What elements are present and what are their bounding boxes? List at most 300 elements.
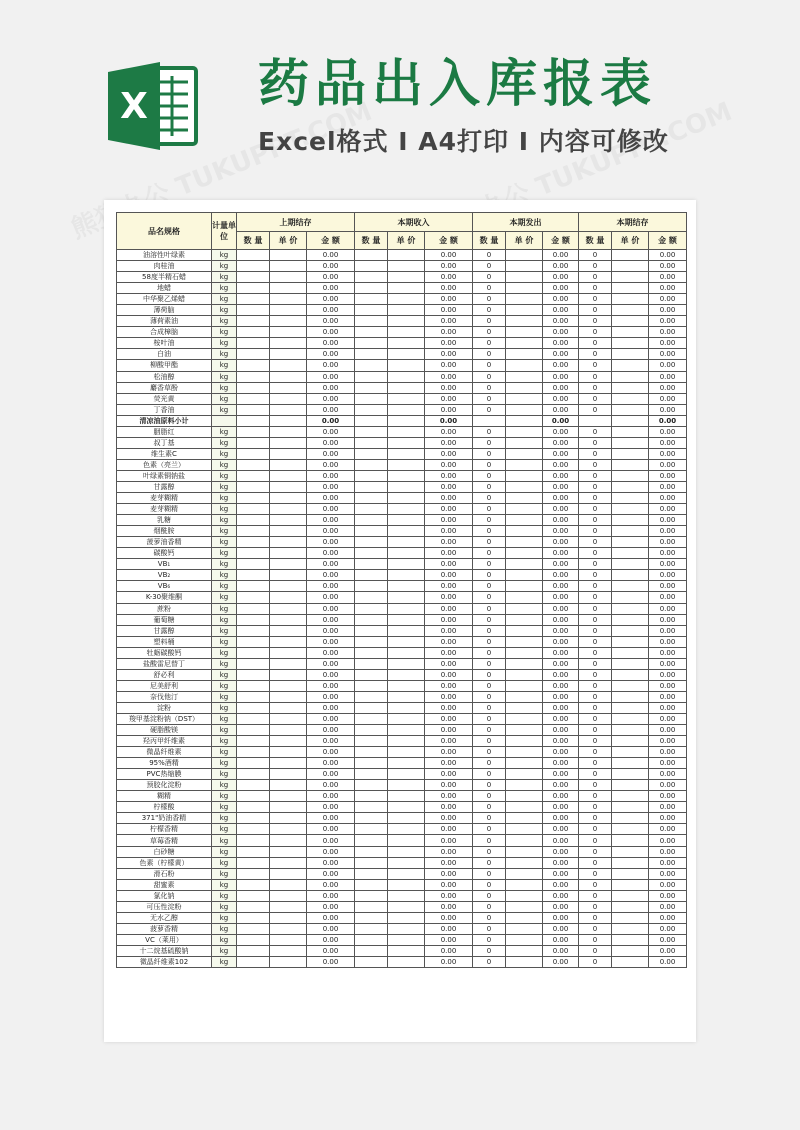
cell-qty[interactable]: [355, 493, 388, 504]
cell-amount[interactable]: 0.00: [543, 415, 579, 426]
cell-price[interactable]: [506, 261, 543, 272]
cell-qty[interactable]: 0: [579, 846, 612, 857]
cell-name[interactable]: 95%酒精: [117, 758, 212, 769]
cell-qty[interactable]: 0: [473, 404, 506, 415]
cell-amount[interactable]: 0.00: [543, 393, 579, 404]
cell-amount[interactable]: 0.00: [307, 360, 355, 371]
cell-price[interactable]: [612, 493, 649, 504]
cell-qty[interactable]: [237, 857, 270, 868]
cell-unit[interactable]: kg: [212, 868, 237, 879]
cell-price[interactable]: [388, 393, 425, 404]
cell-qty[interactable]: 0: [473, 912, 506, 923]
cell-price[interactable]: [270, 250, 307, 261]
cell-qty[interactable]: 0: [579, 493, 612, 504]
cell-price[interactable]: [612, 747, 649, 758]
cell-price[interactable]: [612, 791, 649, 802]
cell-unit[interactable]: kg: [212, 736, 237, 747]
cell-qty[interactable]: [355, 747, 388, 758]
cell-qty[interactable]: [237, 636, 270, 647]
cell-qty[interactable]: 0: [473, 945, 506, 956]
cell-unit[interactable]: kg: [212, 493, 237, 504]
cell-name[interactable]: 清凉油原料小计: [117, 415, 212, 426]
cell-amount[interactable]: 0.00: [543, 691, 579, 702]
cell-name[interactable]: 牡蛎碳酸钙: [117, 647, 212, 658]
cell-price[interactable]: [270, 912, 307, 923]
cell-unit[interactable]: kg: [212, 957, 237, 968]
cell-amount[interactable]: 0.00: [307, 515, 355, 526]
cell-unit[interactable]: kg: [212, 426, 237, 437]
cell-price[interactable]: [612, 592, 649, 603]
cell-amount[interactable]: 0.00: [543, 470, 579, 481]
cell-amount[interactable]: 0.00: [543, 338, 579, 349]
cell-amount[interactable]: 0.00: [425, 813, 473, 824]
cell-amount[interactable]: 0.00: [307, 658, 355, 669]
cell-name[interactable]: 地蜡: [117, 283, 212, 294]
cell-name[interactable]: 58度半精石蜡: [117, 272, 212, 283]
cell-name[interactable]: 甘露醇: [117, 481, 212, 492]
cell-amount[interactable]: 0.00: [543, 625, 579, 636]
cell-amount[interactable]: 0.00: [649, 758, 687, 769]
cell-price[interactable]: [506, 470, 543, 481]
cell-price[interactable]: [506, 857, 543, 868]
cell-qty[interactable]: 0: [579, 437, 612, 448]
cell-qty[interactable]: [355, 691, 388, 702]
cell-unit[interactable]: kg: [212, 283, 237, 294]
cell-price[interactable]: [270, 680, 307, 691]
cell-amount[interactable]: 0.00: [307, 636, 355, 647]
cell-price[interactable]: [388, 614, 425, 625]
cell-price[interactable]: [388, 272, 425, 283]
cell-price[interactable]: [612, 835, 649, 846]
cell-amount[interactable]: 0.00: [649, 945, 687, 956]
cell-qty[interactable]: [355, 393, 388, 404]
cell-price[interactable]: [612, 802, 649, 813]
cell-qty[interactable]: 0: [473, 559, 506, 570]
cell-amount[interactable]: 0.00: [543, 857, 579, 868]
cell-price[interactable]: [506, 404, 543, 415]
cell-qty[interactable]: [237, 890, 270, 901]
cell-qty[interactable]: 0: [579, 448, 612, 459]
cell-unit[interactable]: kg: [212, 614, 237, 625]
cell-price[interactable]: [270, 371, 307, 382]
cell-amount[interactable]: 0.00: [543, 669, 579, 680]
cell-amount[interactable]: 0.00: [543, 570, 579, 581]
cell-amount[interactable]: 0.00: [307, 780, 355, 791]
cell-amount[interactable]: 0.00: [543, 890, 579, 901]
cell-unit[interactable]: kg: [212, 459, 237, 470]
cell-amount[interactable]: 0.00: [307, 802, 355, 813]
cell-qty[interactable]: 0: [579, 945, 612, 956]
cell-amount[interactable]: 0.00: [543, 636, 579, 647]
cell-price[interactable]: [612, 680, 649, 691]
cell-qty[interactable]: 0: [579, 526, 612, 537]
cell-qty[interactable]: [237, 327, 270, 338]
cell-amount[interactable]: 0.00: [649, 581, 687, 592]
cell-unit[interactable]: kg: [212, 702, 237, 713]
cell-unit[interactable]: kg: [212, 890, 237, 901]
cell-amount[interactable]: 0.00: [649, 702, 687, 713]
cell-qty[interactable]: 0: [579, 680, 612, 691]
cell-price[interactable]: [506, 548, 543, 559]
cell-amount[interactable]: 0.00: [543, 713, 579, 724]
cell-qty[interactable]: [355, 349, 388, 360]
cell-qty[interactable]: 0: [473, 890, 506, 901]
cell-price[interactable]: [612, 415, 649, 426]
cell-amount[interactable]: 0.00: [543, 945, 579, 956]
cell-amount[interactable]: 0.00: [543, 592, 579, 603]
cell-qty[interactable]: 0: [579, 349, 612, 360]
cell-amount[interactable]: 0.00: [649, 846, 687, 857]
cell-amount[interactable]: 0.00: [649, 426, 687, 437]
cell-qty[interactable]: [237, 592, 270, 603]
cell-amount[interactable]: 0.00: [425, 537, 473, 548]
cell-name[interactable]: 麦芽糊精: [117, 493, 212, 504]
cell-qty[interactable]: 0: [579, 736, 612, 747]
cell-qty[interactable]: 0: [473, 868, 506, 879]
cell-unit[interactable]: kg: [212, 537, 237, 548]
cell-price[interactable]: [506, 305, 543, 316]
cell-qty[interactable]: 0: [473, 625, 506, 636]
cell-amount[interactable]: 0.00: [649, 713, 687, 724]
cell-amount[interactable]: 0.00: [425, 890, 473, 901]
cell-amount[interactable]: 0.00: [307, 857, 355, 868]
cell-amount[interactable]: 0.00: [425, 305, 473, 316]
cell-amount[interactable]: 0.00: [543, 504, 579, 515]
cell-unit[interactable]: kg: [212, 305, 237, 316]
cell-amount[interactable]: 0.00: [649, 393, 687, 404]
cell-qty[interactable]: 0: [579, 857, 612, 868]
cell-price[interactable]: [506, 934, 543, 945]
cell-qty[interactable]: [237, 713, 270, 724]
cell-price[interactable]: [388, 680, 425, 691]
cell-qty[interactable]: [355, 437, 388, 448]
cell-qty[interactable]: [237, 537, 270, 548]
cell-unit[interactable]: kg: [212, 758, 237, 769]
cell-name[interactable]: 371"奶油香精: [117, 813, 212, 824]
cell-qty[interactable]: 0: [579, 769, 612, 780]
cell-amount[interactable]: 0.00: [425, 957, 473, 968]
cell-qty[interactable]: 0: [473, 327, 506, 338]
cell-price[interactable]: [612, 890, 649, 901]
cell-price[interactable]: [506, 791, 543, 802]
cell-qty[interactable]: [355, 901, 388, 912]
cell-qty[interactable]: [237, 316, 270, 327]
cell-qty[interactable]: [237, 448, 270, 459]
cell-qty[interactable]: 0: [473, 537, 506, 548]
cell-qty[interactable]: [237, 691, 270, 702]
cell-amount[interactable]: 0.00: [307, 327, 355, 338]
cell-qty[interactable]: [237, 515, 270, 526]
cell-qty[interactable]: [237, 879, 270, 890]
cell-amount[interactable]: 0.00: [649, 868, 687, 879]
cell-qty[interactable]: [237, 901, 270, 912]
cell-qty[interactable]: 0: [473, 813, 506, 824]
cell-name[interactable]: 尼美舒利: [117, 680, 212, 691]
cell-qty[interactable]: [237, 459, 270, 470]
cell-name[interactable]: 羟丙甲纤维素: [117, 736, 212, 747]
cell-amount[interactable]: 0.00: [425, 868, 473, 879]
cell-price[interactable]: [388, 769, 425, 780]
cell-price[interactable]: [612, 879, 649, 890]
cell-amount[interactable]: 0.00: [543, 459, 579, 470]
cell-amount[interactable]: 0.00: [543, 581, 579, 592]
cell-qty[interactable]: 0: [473, 791, 506, 802]
cell-qty[interactable]: [237, 647, 270, 658]
cell-qty[interactable]: 0: [473, 713, 506, 724]
cell-amount[interactable]: 0.00: [307, 338, 355, 349]
cell-amount[interactable]: 0.00: [425, 570, 473, 581]
cell-qty[interactable]: 0: [473, 846, 506, 857]
cell-qty[interactable]: [355, 327, 388, 338]
cell-qty[interactable]: [237, 791, 270, 802]
cell-amount[interactable]: 0.00: [307, 824, 355, 835]
cell-amount[interactable]: 0.00: [425, 360, 473, 371]
cell-qty[interactable]: [237, 625, 270, 636]
cell-price[interactable]: [388, 283, 425, 294]
cell-price[interactable]: [612, 448, 649, 459]
cell-qty[interactable]: 0: [579, 481, 612, 492]
cell-amount[interactable]: 0.00: [543, 901, 579, 912]
cell-amount[interactable]: 0.00: [543, 371, 579, 382]
cell-price[interactable]: [388, 736, 425, 747]
cell-amount[interactable]: 0.00: [649, 261, 687, 272]
cell-price[interactable]: [612, 780, 649, 791]
cell-price[interactable]: [612, 504, 649, 515]
cell-amount[interactable]: 0.00: [543, 548, 579, 559]
cell-price[interactable]: [270, 780, 307, 791]
cell-price[interactable]: [506, 868, 543, 879]
cell-qty[interactable]: [237, 470, 270, 481]
cell-amount[interactable]: 0.00: [649, 835, 687, 846]
cell-price[interactable]: [270, 360, 307, 371]
cell-price[interactable]: [388, 923, 425, 934]
cell-qty[interactable]: 0: [579, 934, 612, 945]
cell-qty[interactable]: 0: [473, 934, 506, 945]
cell-qty[interactable]: 0: [579, 691, 612, 702]
cell-price[interactable]: [506, 824, 543, 835]
cell-qty[interactable]: [237, 294, 270, 305]
cell-qty[interactable]: 0: [579, 702, 612, 713]
cell-price[interactable]: [388, 702, 425, 713]
cell-price[interactable]: [270, 669, 307, 680]
cell-qty[interactable]: [355, 713, 388, 724]
cell-price[interactable]: [270, 426, 307, 437]
cell-price[interactable]: [388, 890, 425, 901]
cell-amount[interactable]: 0.00: [543, 283, 579, 294]
cell-price[interactable]: [612, 669, 649, 680]
cell-amount[interactable]: 0.00: [425, 426, 473, 437]
cell-price[interactable]: [388, 912, 425, 923]
cell-qty[interactable]: 0: [473, 316, 506, 327]
cell-price[interactable]: [388, 382, 425, 393]
cell-unit[interactable]: kg: [212, 835, 237, 846]
cell-unit[interactable]: kg: [212, 879, 237, 890]
cell-unit[interactable]: kg: [212, 636, 237, 647]
cell-amount[interactable]: 0.00: [543, 404, 579, 415]
cell-price[interactable]: [612, 470, 649, 481]
cell-price[interactable]: [612, 736, 649, 747]
cell-qty[interactable]: 0: [579, 459, 612, 470]
cell-amount[interactable]: 0.00: [307, 526, 355, 537]
cell-qty[interactable]: 0: [473, 261, 506, 272]
cell-qty[interactable]: [237, 360, 270, 371]
cell-name[interactable]: 叶绿素铜钠盐: [117, 470, 212, 481]
cell-amount[interactable]: 0.00: [543, 702, 579, 713]
cell-qty[interactable]: 0: [473, 680, 506, 691]
cell-amount[interactable]: 0.00: [307, 868, 355, 879]
cell-amount[interactable]: 0.00: [307, 437, 355, 448]
cell-amount[interactable]: 0.00: [307, 448, 355, 459]
cell-amount[interactable]: 0.00: [425, 614, 473, 625]
cell-qty[interactable]: [237, 702, 270, 713]
cell-qty[interactable]: [237, 305, 270, 316]
cell-amount[interactable]: 0.00: [543, 349, 579, 360]
cell-price[interactable]: [506, 780, 543, 791]
cell-name[interactable]: 塑料桶: [117, 636, 212, 647]
cell-amount[interactable]: 0.00: [307, 272, 355, 283]
cell-qty[interactable]: [355, 559, 388, 570]
cell-amount[interactable]: 0.00: [649, 470, 687, 481]
cell-amount[interactable]: 0.00: [307, 625, 355, 636]
cell-unit[interactable]: kg: [212, 813, 237, 824]
cell-amount[interactable]: 0.00: [307, 459, 355, 470]
cell-amount[interactable]: 0.00: [425, 846, 473, 857]
cell-name[interactable]: 菠萝油香精: [117, 537, 212, 548]
cell-amount[interactable]: 0.00: [425, 294, 473, 305]
cell-amount[interactable]: 0.00: [649, 625, 687, 636]
cell-amount[interactable]: 0.00: [543, 780, 579, 791]
cell-price[interactable]: [612, 813, 649, 824]
cell-qty[interactable]: [237, 658, 270, 669]
cell-name[interactable]: 氯化钠: [117, 890, 212, 901]
cell-unit[interactable]: kg: [212, 559, 237, 570]
cell-amount[interactable]: 0.00: [543, 327, 579, 338]
cell-qty[interactable]: [355, 481, 388, 492]
cell-amount[interactable]: 0.00: [543, 802, 579, 813]
cell-amount[interactable]: 0.00: [307, 283, 355, 294]
cell-price[interactable]: [506, 448, 543, 459]
cell-qty[interactable]: [355, 448, 388, 459]
cell-unit[interactable]: kg: [212, 846, 237, 857]
cell-unit[interactable]: kg: [212, 294, 237, 305]
cell-price[interactable]: [506, 747, 543, 758]
cell-name[interactable]: VB₆: [117, 581, 212, 592]
cell-qty[interactable]: [355, 813, 388, 824]
cell-price[interactable]: [612, 691, 649, 702]
cell-amount[interactable]: 0.00: [425, 780, 473, 791]
cell-qty[interactable]: [355, 769, 388, 780]
cell-qty[interactable]: 0: [579, 327, 612, 338]
cell-qty[interactable]: 0: [579, 802, 612, 813]
cell-price[interactable]: [612, 426, 649, 437]
cell-amount[interactable]: 0.00: [425, 857, 473, 868]
cell-price[interactable]: [270, 570, 307, 581]
cell-amount[interactable]: 0.00: [425, 725, 473, 736]
cell-name[interactable]: VB₁: [117, 559, 212, 570]
cell-price[interactable]: [506, 713, 543, 724]
cell-qty[interactable]: 0: [579, 747, 612, 758]
cell-qty[interactable]: [355, 382, 388, 393]
cell-qty[interactable]: [237, 957, 270, 968]
cell-name[interactable]: 柠檬香精: [117, 824, 212, 835]
cell-price[interactable]: [506, 382, 543, 393]
cell-amount[interactable]: 0.00: [425, 802, 473, 813]
cell-amount[interactable]: 0.00: [307, 570, 355, 581]
cell-amount[interactable]: 0.00: [649, 802, 687, 813]
cell-qty[interactable]: 0: [473, 526, 506, 537]
cell-unit[interactable]: kg: [212, 945, 237, 956]
cell-price[interactable]: [270, 846, 307, 857]
cell-qty[interactable]: [355, 680, 388, 691]
cell-name[interactable]: 乳糖: [117, 515, 212, 526]
cell-amount[interactable]: 0.00: [543, 515, 579, 526]
cell-qty[interactable]: 0: [579, 592, 612, 603]
cell-unit[interactable]: kg: [212, 691, 237, 702]
cell-amount[interactable]: 0.00: [307, 614, 355, 625]
cell-amount[interactable]: 0.00: [543, 647, 579, 658]
cell-price[interactable]: [506, 912, 543, 923]
cell-price[interactable]: [506, 481, 543, 492]
cell-amount[interactable]: 0.00: [307, 702, 355, 713]
cell-amount[interactable]: 0.00: [649, 548, 687, 559]
cell-amount[interactable]: 0.00: [307, 934, 355, 945]
cell-price[interactable]: [506, 338, 543, 349]
cell-price[interactable]: [506, 570, 543, 581]
cell-unit[interactable]: kg: [212, 504, 237, 515]
cell-price[interactable]: [612, 338, 649, 349]
cell-amount[interactable]: 0.00: [649, 857, 687, 868]
cell-qty[interactable]: [237, 570, 270, 581]
cell-name[interactable]: 丁香油: [117, 404, 212, 415]
cell-price[interactable]: [388, 515, 425, 526]
cell-price[interactable]: [270, 327, 307, 338]
cell-qty[interactable]: [355, 250, 388, 261]
cell-unit[interactable]: kg: [212, 901, 237, 912]
cell-price[interactable]: [506, 669, 543, 680]
cell-price[interactable]: [388, 868, 425, 879]
cell-price[interactable]: [612, 912, 649, 923]
cell-name[interactable]: 菠萝香精: [117, 923, 212, 934]
cell-amount[interactable]: 0.00: [649, 349, 687, 360]
cell-qty[interactable]: 0: [473, 669, 506, 680]
cell-amount[interactable]: 0.00: [307, 912, 355, 923]
cell-price[interactable]: [388, 448, 425, 459]
cell-name[interactable]: 荧光黄: [117, 393, 212, 404]
cell-price[interactable]: [612, 548, 649, 559]
cell-price[interactable]: [506, 515, 543, 526]
cell-unit[interactable]: kg: [212, 371, 237, 382]
cell-amount[interactable]: 0.00: [543, 437, 579, 448]
cell-price[interactable]: [612, 945, 649, 956]
cell-price[interactable]: [506, 415, 543, 426]
cell-qty[interactable]: [355, 426, 388, 437]
cell-name[interactable]: 白砂糖: [117, 846, 212, 857]
cell-amount[interactable]: 0.00: [425, 747, 473, 758]
cell-qty[interactable]: 0: [473, 592, 506, 603]
cell-amount[interactable]: 0.00: [307, 647, 355, 658]
cell-price[interactable]: [506, 647, 543, 658]
cell-price[interactable]: [388, 470, 425, 481]
cell-price[interactable]: [506, 316, 543, 327]
cell-name[interactable]: 肉桂油: [117, 261, 212, 272]
cell-unit[interactable]: kg: [212, 824, 237, 835]
cell-price[interactable]: [270, 382, 307, 393]
cell-price[interactable]: [612, 769, 649, 780]
cell-price[interactable]: [506, 846, 543, 857]
cell-amount[interactable]: 0.00: [425, 769, 473, 780]
cell-price[interactable]: [506, 725, 543, 736]
cell-amount[interactable]: 0.00: [307, 945, 355, 956]
